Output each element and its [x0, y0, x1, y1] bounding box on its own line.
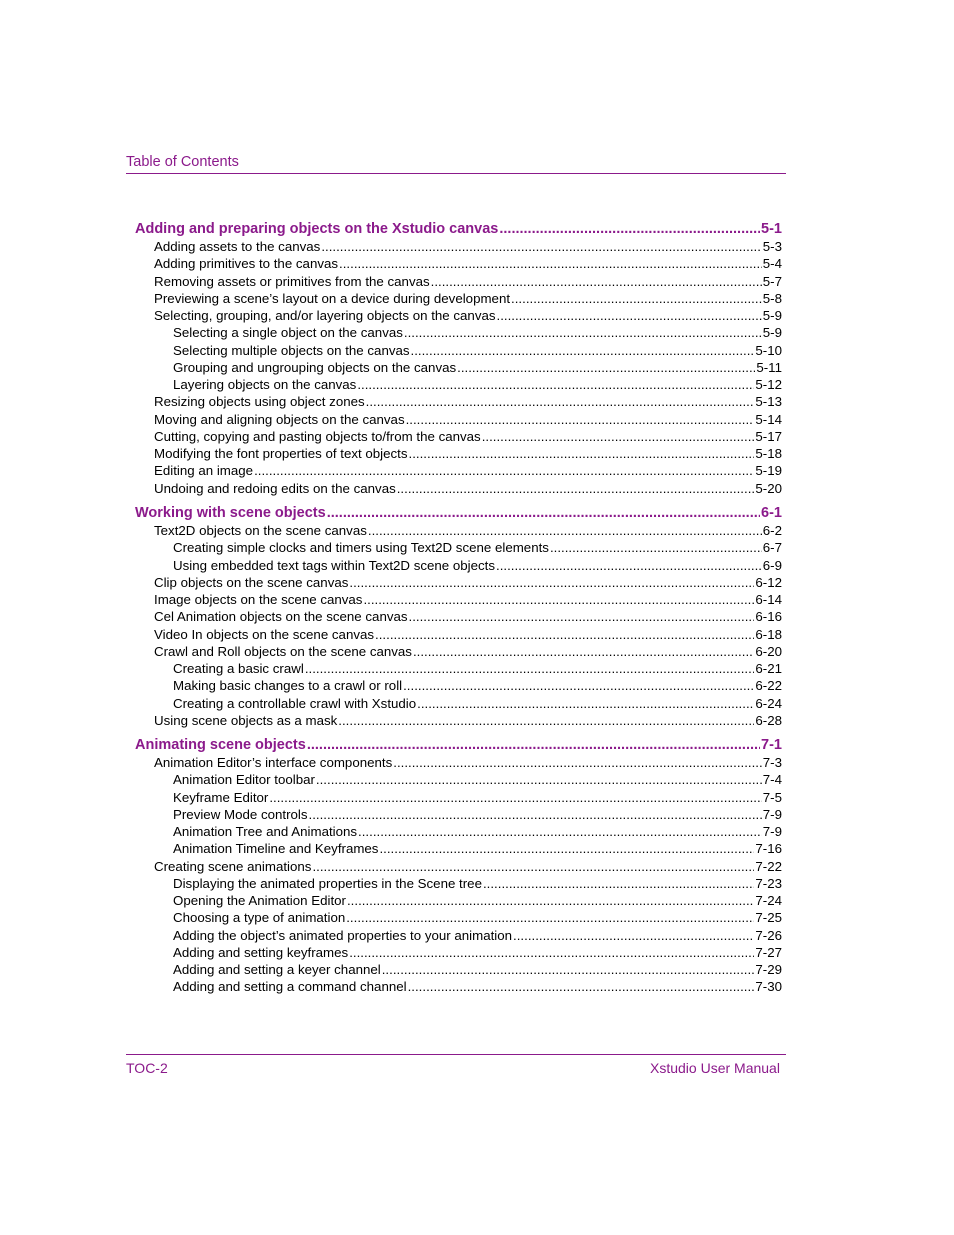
toc-entry-page: 5-10: [755, 342, 782, 358]
page-number: TOC-2: [126, 1060, 168, 1076]
toc-dot-leader: [406, 411, 755, 428]
toc-entry-title: Animation Editor’s interface components: [154, 755, 393, 770]
toc-dot-leader: [413, 643, 754, 660]
toc-entry-page: 7-5: [762, 789, 782, 805]
toc-entry[interactable]: [154, 428, 782, 445]
toc-dot-leader: [382, 961, 755, 978]
toc-entry-page: 7-16: [755, 841, 782, 857]
toc-entry-title: Adding and setting keyframes: [173, 944, 349, 960]
toc-dot-leader: [312, 858, 754, 875]
toc-entry[interactable]: [173, 806, 782, 823]
toc-entry[interactable]: [154, 462, 782, 479]
toc-dot-leader: [375, 626, 754, 643]
toc-entry-title: Resizing objects using object zones: [154, 394, 365, 410]
toc-entry-page: 5-18: [755, 446, 782, 461]
toc-entry-title: Previewing a scene’s layout on a device during development: [154, 290, 511, 306]
toc-entry-title: Selecting multiple objects on the canvas: [173, 342, 410, 358]
toc-entry-title: Creating a controllable crawl with Xstudio: [173, 695, 417, 711]
toc-entry-title: Animation Tree and Animations: [173, 824, 358, 839]
toc-dot-leader: [457, 359, 755, 376]
toc-entry-title: Choosing a type of animation: [173, 910, 346, 926]
toc-dot-leader: [269, 789, 761, 806]
toc-dot-leader: [511, 290, 762, 307]
toc-entry-page: 6-9: [762, 557, 782, 573]
toc-entry[interactable]: [154, 754, 782, 771]
toc-entry-page: 5-9: [762, 308, 782, 323]
toc-entry-page: 7-25: [755, 910, 782, 926]
toc-entry[interactable]: [173, 840, 782, 857]
toc-entry-title: Layering objects on the canvas: [173, 377, 357, 392]
toc-entry-page: 5-20: [755, 480, 782, 496]
toc-entry-title: Undoing and redoing edits on the canvas: [154, 480, 396, 496]
toc-entry-page: 7-9: [762, 824, 782, 839]
toc-entry-title: Using scene objects as a mask: [154, 712, 338, 728]
toc-entry-title: Keyframe Editor: [173, 789, 269, 805]
toc-dot-leader: [499, 219, 760, 239]
manual-title: Xstudio User Manual: [650, 1060, 780, 1076]
toc-chapter-entry[interactable]: [135, 503, 782, 523]
toc-entry-page: 7-30: [755, 979, 782, 995]
toc-entry-page: 5-12: [755, 377, 782, 392]
toc-dot-leader: [357, 376, 754, 393]
toc-entry-title: Creating a basic crawl: [173, 661, 304, 676]
toc-entry[interactable]: [154, 608, 782, 625]
toc-entry[interactable]: [173, 695, 782, 712]
toc-entry[interactable]: [173, 978, 782, 995]
toc-dot-leader: [417, 695, 754, 712]
toc-dot-leader: [513, 927, 754, 944]
footer-rule: [126, 1054, 786, 1055]
toc-entry[interactable]: [173, 539, 782, 556]
toc-entry-page: 5-9: [762, 325, 782, 341]
toc-entry[interactable]: [154, 255, 782, 272]
toc-entry-title: Selecting, grouping, and/or layering objects on the canvas: [154, 308, 496, 323]
toc-entry-page: 6-18: [755, 626, 782, 642]
toc-dot-leader: [482, 428, 755, 445]
toc-entry-title: Preview Mode controls: [173, 806, 308, 822]
toc-dot-leader: [307, 735, 760, 755]
toc-entry-title: Grouping and ungrouping objects on the canvas: [173, 359, 457, 375]
toc-entry-page: 6-14: [755, 592, 782, 607]
toc-entry-page: 6-28: [755, 712, 782, 728]
toc-entry-page: 7-9: [762, 806, 782, 822]
toc-dot-leader: [411, 342, 755, 359]
toc-entry-page: 7-3: [762, 755, 782, 770]
toc-dot-leader: [366, 393, 755, 410]
toc-entry-title: Clip objects on the scene canvas: [154, 574, 349, 590]
toc-entry[interactable]: [154, 480, 782, 497]
toc-chapter-entry[interactable]: [135, 219, 782, 239]
toc-dot-leader: [497, 307, 762, 324]
toc-entry[interactable]: [173, 875, 782, 892]
toc-dot-leader: [379, 840, 754, 857]
toc-entry-page: 6-16: [755, 609, 782, 625]
toc-entry-title: Video In objects on the scene canvas: [154, 626, 375, 642]
toc-entry-page: 6-12: [755, 574, 782, 590]
toc-entry[interactable]: [173, 892, 782, 909]
toc-dot-leader: [346, 909, 754, 926]
toc-dot-leader: [409, 608, 755, 625]
toc-entry-page: 7-4: [762, 772, 782, 788]
toc-entry-page: 5-11: [756, 359, 782, 375]
header-rule: [126, 173, 786, 174]
toc-entry-page: 5-8: [762, 290, 782, 306]
toc-entry[interactable]: [173, 376, 782, 393]
toc-dot-leader: [339, 255, 762, 272]
toc-entry-page: 7-29: [755, 962, 782, 977]
toc-entry-title: Adding the object’s animated properties to your animation: [173, 927, 513, 943]
toc-dot-leader: [408, 978, 755, 995]
toc-entry-title: Text2D objects on the scene canvas: [154, 523, 367, 538]
toc-dot-leader: [305, 660, 755, 677]
toc-entry[interactable]: [154, 626, 782, 643]
toc-dot-leader: [309, 806, 762, 823]
toc-entry-title: Creating simple clocks and timers using Text2D scene elements: [173, 540, 549, 556]
toc-dot-leader: [397, 480, 755, 497]
toc-entry[interactable]: [173, 823, 782, 840]
toc-entry[interactable]: [173, 909, 782, 926]
toc-entry-page: 7-23: [755, 875, 782, 891]
toc-entry-title: Using embedded text tags within Text2D scene objects: [173, 557, 496, 573]
toc-entry-title: Opening the Animation Editor: [173, 893, 346, 908]
toc-entry-page: 6-7: [762, 540, 782, 556]
running-head: Table of Contents: [126, 154, 239, 170]
toc-entry-title: Working with scene objects: [135, 505, 326, 521]
toc-dot-leader: [550, 539, 762, 556]
toc-entry-page: 6-21: [755, 661, 782, 676]
toc-entry-title: Displaying the animated properties in the Scene tree: [173, 875, 482, 891]
toc-entry-title: Animating scene objects: [135, 737, 306, 753]
toc-entry-title: Adding primitives to the canvas: [154, 256, 339, 272]
toc-dot-leader: [321, 238, 761, 255]
toc-entry-page: 5-3: [762, 239, 782, 254]
toc-entry[interactable]: [154, 522, 782, 539]
toc-entry-title: Adding and setting a command channel: [173, 979, 407, 995]
toc-entry-title: Creating scene animations: [154, 858, 312, 874]
toc-entry[interactable]: [154, 445, 782, 462]
toc-entry-title: Cel Animation objects on the scene canvas: [154, 609, 408, 625]
toc-entry-page: 6-2: [762, 523, 782, 538]
toc-entry-page: 7-1: [761, 737, 782, 753]
toc-entry-title: Adding assets to the canvas: [154, 239, 321, 254]
toc-dot-leader: [431, 273, 762, 290]
toc-dot-leader: [338, 712, 754, 729]
toc-entry-page: 7-22: [755, 858, 782, 874]
toc-entry-title: Making basic changes to a crawl or roll: [173, 678, 403, 694]
toc-entry-page: 5-4: [762, 256, 782, 272]
toc-dot-leader: [254, 462, 754, 479]
toc-dot-leader: [368, 522, 762, 539]
toc-entry-title: Adding and setting a keyer channel: [173, 962, 381, 977]
toc-entry[interactable]: [173, 660, 782, 677]
toc-entry[interactable]: [154, 712, 782, 729]
toc-entry[interactable]: [154, 238, 782, 255]
toc-entry-page: 6-22: [755, 678, 782, 694]
toc-dot-leader: [349, 574, 754, 591]
toc-entry[interactable]: [173, 359, 782, 376]
toc-dot-leader: [409, 445, 755, 462]
toc-entry[interactable]: [173, 342, 782, 359]
toc-dot-leader: [496, 557, 762, 574]
toc-entry[interactable]: [154, 643, 782, 660]
toc-entry-page: 5-13: [755, 394, 782, 410]
toc-entry-title: Editing an image: [154, 463, 254, 479]
toc-dot-leader: [403, 677, 754, 694]
toc-dot-leader: [316, 771, 762, 788]
toc-entry-page: 5-1: [761, 221, 782, 237]
toc-entry-page: 7-24: [755, 893, 782, 908]
toc-entry[interactable]: [173, 324, 782, 341]
toc-entry[interactable]: [154, 411, 782, 428]
toc-entry-title: Crawl and Roll objects on the scene canvas: [154, 643, 412, 659]
toc-entry[interactable]: [173, 789, 782, 806]
toc-entry-page: 6-24: [755, 695, 782, 711]
toc-entry[interactable]: [173, 927, 782, 944]
toc-entry[interactable]: [154, 290, 782, 307]
toc-entry-title: Cutting, copying and pasting objects to/from the canvas: [154, 428, 481, 444]
toc-entry-page: 6-1: [761, 505, 782, 521]
toc-dot-leader: [363, 591, 754, 608]
toc-entry-page: 5-7: [762, 273, 782, 289]
toc-entry-page: 7-27: [755, 944, 782, 960]
toc-entry-title: Moving and aligning objects on the canvas: [154, 411, 405, 427]
toc-entry-title: Removing assets or primitives from the canvas: [154, 273, 430, 289]
toc-entry[interactable]: [154, 858, 782, 875]
toc-entry-page: 5-14: [755, 411, 782, 427]
toc-dot-leader: [347, 892, 754, 909]
toc-entry-title: Selecting a single object on the canvas: [173, 325, 403, 341]
toc-entry[interactable]: [173, 557, 782, 574]
toc-entry-page: 6-20: [755, 643, 782, 659]
toc-entry-title: Modifying the font properties of text objects: [154, 446, 408, 461]
toc-dot-leader: [327, 503, 760, 523]
toc-entry[interactable]: [173, 677, 782, 694]
toc-dot-leader: [349, 944, 754, 961]
toc-entry-title: Animation Editor toolbar: [173, 772, 315, 788]
toc-entry-page: 7-26: [755, 927, 782, 943]
toc-chapter-entry[interactable]: [135, 735, 782, 755]
toc-entry[interactable]: [154, 591, 782, 608]
toc-entry[interactable]: [154, 574, 782, 591]
toc-entry-title: Adding and preparing objects on the Xstudio canvas: [135, 221, 499, 237]
toc-entry[interactable]: [173, 944, 782, 961]
toc-entry[interactable]: [173, 771, 782, 788]
toc-entry-title: Animation Timeline and Keyframes: [173, 841, 379, 857]
toc-dot-leader: [393, 754, 762, 771]
toc-entry[interactable]: [154, 307, 782, 324]
toc-entry[interactable]: [173, 961, 782, 978]
toc-entry-page: 5-19: [755, 463, 782, 479]
toc-dot-leader: [358, 823, 762, 840]
toc-dot-leader: [404, 324, 762, 341]
toc-entry[interactable]: [154, 393, 782, 410]
toc-entry-page: 5-17: [755, 428, 782, 444]
toc-dot-leader: [483, 875, 754, 892]
toc-entry[interactable]: [154, 273, 782, 290]
toc-entry-title: Image objects on the scene canvas: [154, 592, 363, 607]
